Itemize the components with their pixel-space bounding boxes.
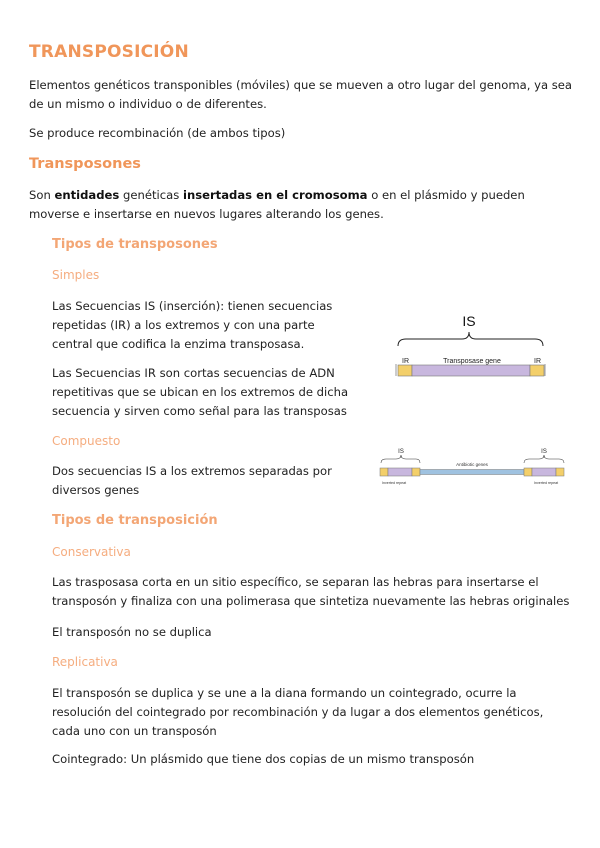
is-transposase-gene-box	[412, 365, 530, 376]
is-label: IS	[462, 313, 476, 329]
is-sequence-diagram	[392, 306, 552, 382]
subheading-conservativa: Conservativa	[52, 545, 131, 559]
subheading-compuesto: Compuesto	[52, 434, 121, 448]
conservativa-paragraph-2: El transposón no se duplica	[52, 625, 212, 639]
recombination-paragraph: Se produce recombinación (de ambos tipos)	[29, 126, 286, 140]
compound-ir-2	[412, 468, 420, 476]
simples-paragraph-2: Las Secuencias IR son cortas secuencias de ADN repetitivas que se ubican en los extremos de dicha secuencia y sirven como señal para las transposas	[52, 366, 349, 418]
is-ir-right-label: IR	[534, 358, 541, 365]
desc-text-2: genéticas	[119, 188, 183, 202]
compound-is-left-gene	[388, 468, 412, 476]
page-title: TRANSPOSICIÓN	[29, 42, 189, 62]
is-ir-left-label: IR	[402, 358, 409, 365]
compound-transposon-diagram	[376, 444, 570, 500]
compound-ir-1	[380, 468, 388, 476]
compound-is-left-label: IS	[398, 449, 404, 455]
subheading-tipos-transposicion: Tipos de transposición	[52, 513, 218, 528]
compound-ir-4	[556, 468, 564, 476]
compound-middle-label: Antibiotic genes	[456, 462, 488, 467]
compound-brace-left	[381, 455, 420, 463]
transposones-description	[29, 186, 574, 224]
is-ir-left-box	[398, 365, 412, 376]
desc-bold-1: entidades	[54, 188, 120, 202]
section-heading-transposones: Transposones	[29, 156, 141, 172]
desc-text-3: o en el plásmido y pueden moverse e insertarse en nuevos lugares alterando los genes.	[29, 188, 525, 221]
conservativa-paragraph-1: Las trasposasa corta en un sitio específico, se separan las hebras para insertarse el transposón y finaliza con una polimerasa que sintetiza nuevamente las hebras originales	[52, 575, 570, 608]
replicativa-paragraph-1: El transposón se duplica y se une a la diana formando un cointegrado, ocurre la resolución del cointegrado por recombinación y da lugar a dos elementos genéticos, cada uno con un transposón	[52, 686, 544, 738]
compound-middle-genes	[420, 470, 524, 475]
subheading-replicativa: Replicativa	[52, 655, 118, 669]
subheading-simples: Simples	[52, 268, 100, 282]
compound-note-left: Inverted repeat	[382, 481, 407, 485]
simples-paragraph-1: Las Secuencias IS (inserción): tienen secuencias repetidas (IR) a los extremos y con una parte central que codifica la enzima transposasa.	[52, 299, 333, 351]
desc-text-1: Son	[29, 188, 55, 202]
subheading-tipos-transposones: Tipos de transposones	[52, 237, 218, 252]
is-ir-right-box	[530, 365, 544, 376]
compound-brace-right	[524, 455, 564, 463]
compuesto-paragraph: Dos secuencias IS a los extremos separadas por diversos genes	[52, 464, 332, 497]
desc-bold-2: insertadas en el cromosoma	[182, 188, 368, 202]
replicativa-paragraph-2: Cointegrado: Un plásmido que tiene dos copias de un mismo transposón	[52, 752, 475, 766]
is-gene-label: Transposase gene	[443, 358, 501, 365]
compound-ir-3	[524, 468, 532, 476]
compound-is-right-gene	[532, 468, 556, 476]
intro-paragraph: Elementos genéticos transponibles (móviles) que se mueven a otro lugar del genoma, ya sea de un mismo o individuo o de diferentes.	[29, 78, 573, 111]
compound-is-right-label: IS	[541, 449, 547, 455]
compound-note-right: Inverted repeat	[534, 481, 559, 485]
is-brace	[398, 332, 543, 346]
